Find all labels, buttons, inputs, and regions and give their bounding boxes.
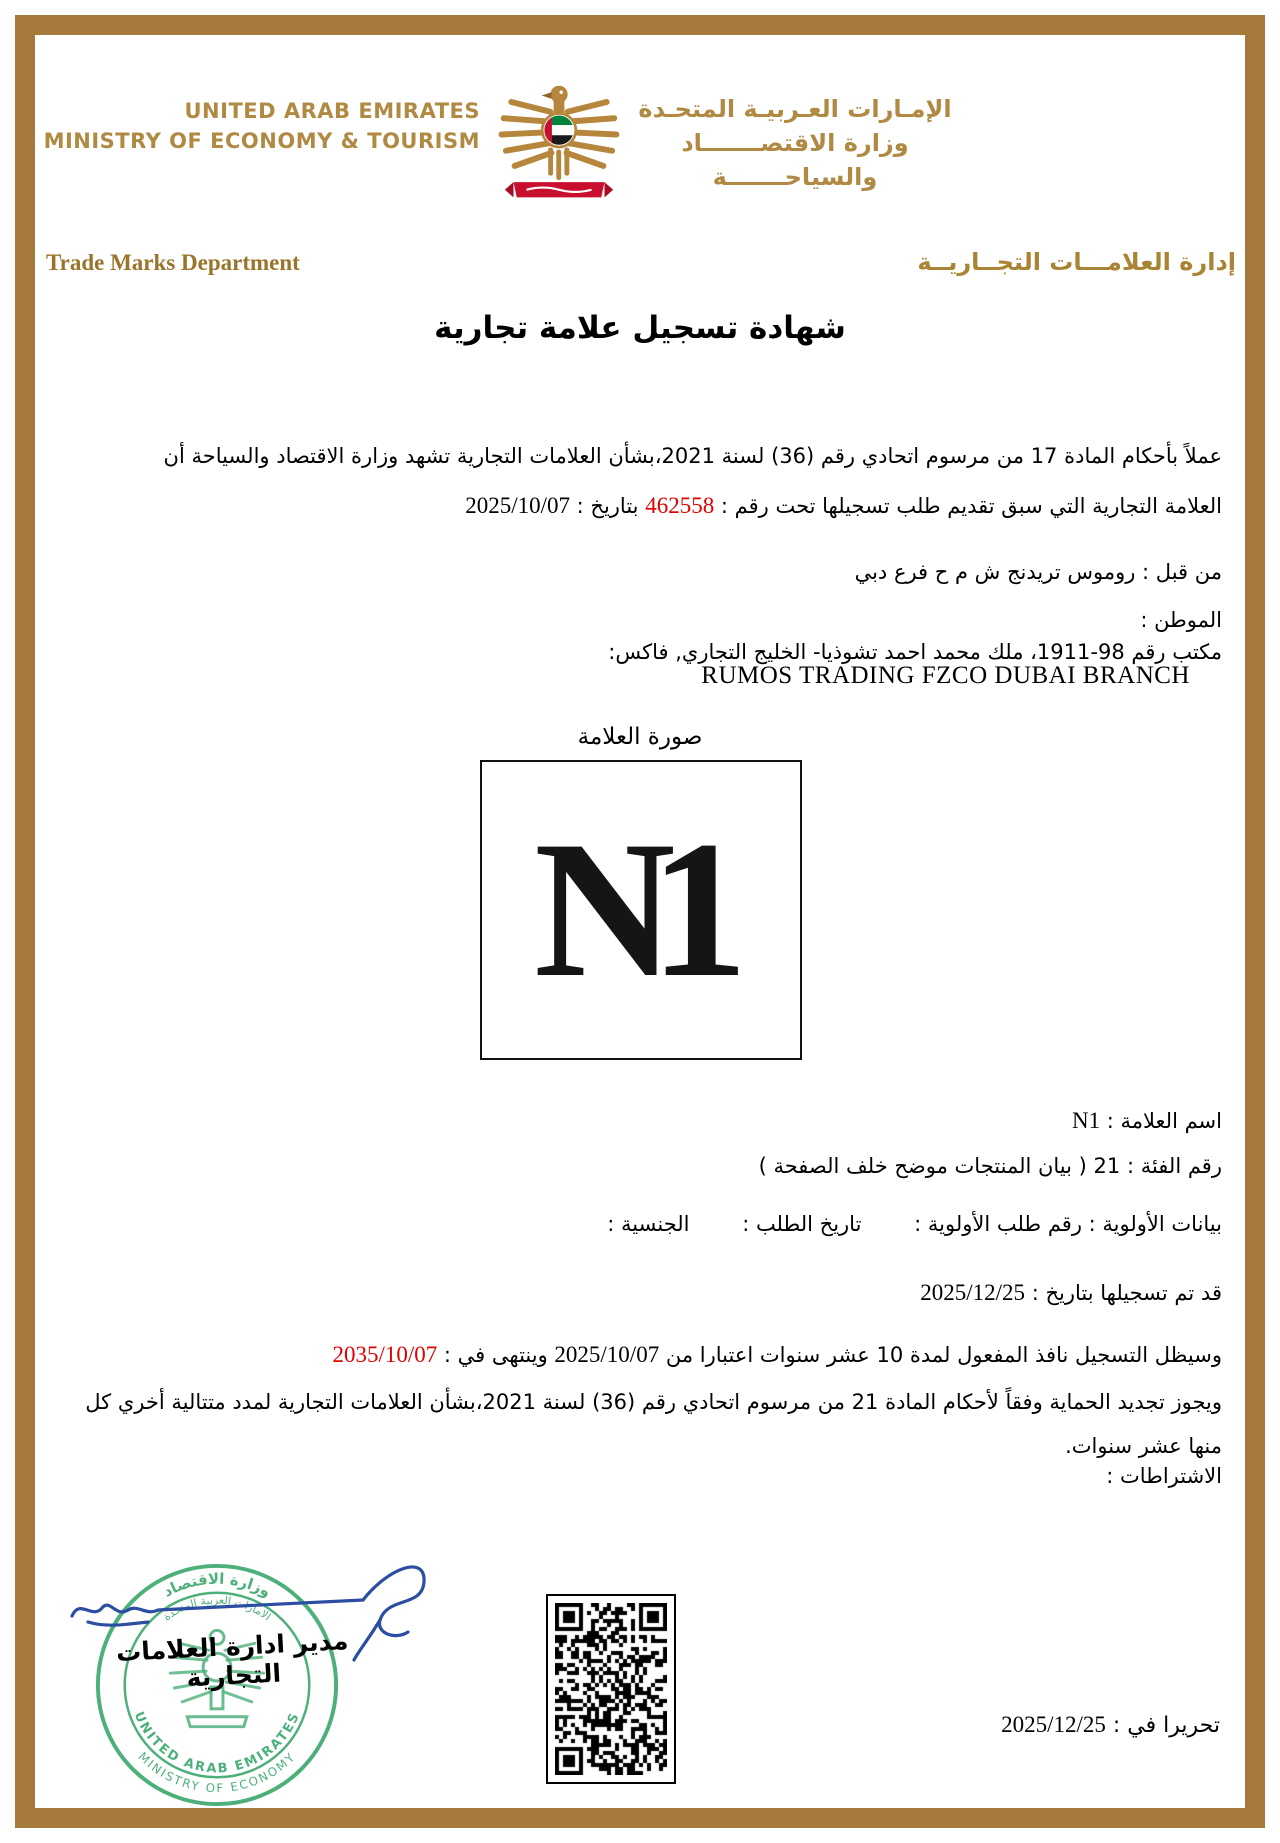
priority-line [58,1200,1222,1249]
priority-application-number-label: رقم طلب الأولوية : [914,1212,1082,1236]
ministry-name-english [40,96,480,156]
applicant-by-line: من قبل : روموس تريدنج ش م ح فرع دبي [854,560,1222,584]
svg-text:وزارة الاقتصاد: وزارة الاقتصاد [160,1569,274,1601]
svg-text:UNITED ARAB EMIRATES: UNITED ARAB EMIRATES [130,1709,304,1777]
renewal-paragraph: ويجوز تجديد الحماية وفقاً لأحكام المادة 21 من مرسوم اتحادي رقم (36) لسنة 2021،بشأن العلامات التجارية لمدد متتالية أخري كل منها عشر سنوات. [85,1390,1222,1458]
svg-text:الامارات العربية المتحدة: الامارات العربية المتحدة [160,1593,274,1624]
validity-start-date: 2025/10/07 [554,1342,660,1367]
priority-data-label: بيانات الأولوية : [1088,1212,1222,1236]
country-name-arabic: الإمـارات العـربيـة المتحـدة [638,95,952,123]
mark-name-line [58,1096,1222,1146]
applicant-name-english: RUMOS TRADING FZCO DUBAI BRANCH [701,662,1190,689]
ministry-title-arabic: وزارة الاقتصـــــــاد والسياحـــــــة [681,129,909,191]
class-number-line: رقم الفئة : 21 ( بيان المنتجات موضح خلف الصفحة ) [758,1154,1222,1178]
ministry-name-arabic [615,92,975,194]
uae-falcon-emblem-icon [494,76,624,206]
validity-middle: وينتهى في : [437,1343,555,1367]
mark-image-label: صورة العلامة [577,724,703,750]
n1-logo: N1 [533,801,723,1018]
issued-prefix: تحريرا في : [1105,1713,1220,1738]
director-title: مدير ادارة العلامات التجارية [115,1625,350,1693]
mark-name-value: N1 [1071,1108,1101,1133]
country-name-english: UNITED ARAB EMIRATES [184,99,480,123]
svg-text:MINISTRY OF ECONOMY: MINISTRY OF ECONOMY [135,1749,299,1796]
qr-code [546,1594,676,1784]
registered-date-line [58,1268,1222,1318]
intro-line2-prefix: العلامة التجارية التي سبق تقديم طلب تسجيلها تحت رقم : [714,494,1222,518]
qr-pattern [555,1603,667,1775]
application-date: 2025/10/07 [465,493,570,518]
priority-application-date-label: تاريخ الطلب : [742,1212,862,1236]
department-name-english: Trade Marks Department [46,250,300,275]
issued-date: 2025/12/25 [1001,1712,1106,1737]
issued-date-line [1001,1712,1220,1738]
intro-line2-middle: بتاريخ : [569,494,646,518]
registered-prefix: قد تم تسجيلها بتاريخ : [1025,1281,1222,1305]
domicile-label: الموطن : [1140,608,1222,632]
validity-prefix: وسيظل التسجيل نافذ المفعول لمدة 10 عشر سنوات اعتبارا من [659,1343,1222,1367]
expiry-date: 2035/10/07 [332,1342,438,1367]
registration-date: 2025/12/25 [920,1280,1026,1305]
certificate-title: شهادة تسجيل علامة تجارية [434,310,846,346]
validity-line [58,1330,1222,1380]
intro-paragraph [58,432,1222,531]
intro-line1: عملاً بأحكام المادة 17 من مرسوم اتحادي رقم (36) لسنة 2021،بشأن العلامات التجارية تشهد وزارة الاقتصاد والسياحة أن [163,444,1222,468]
applicant-address: مكتب رقم 98-1911، ملك محمد احمد تشوذيا- الخليج التجاري, فاكس: [608,640,1222,664]
ministry-title-english: MINISTRY OF ECONOMY & TOURISM [43,129,480,153]
trademark-image-box [480,760,802,1060]
department-name-arabic: إدارة العلامـــات التجــاريــة [917,248,1236,276]
mark-name-label: اسم العلامة : [1100,1109,1222,1133]
application-number: 462558 [645,493,715,518]
priority-nationality-label: الجنسية : [607,1212,690,1236]
conditions-label: الاشتراطات : [1106,1464,1222,1488]
